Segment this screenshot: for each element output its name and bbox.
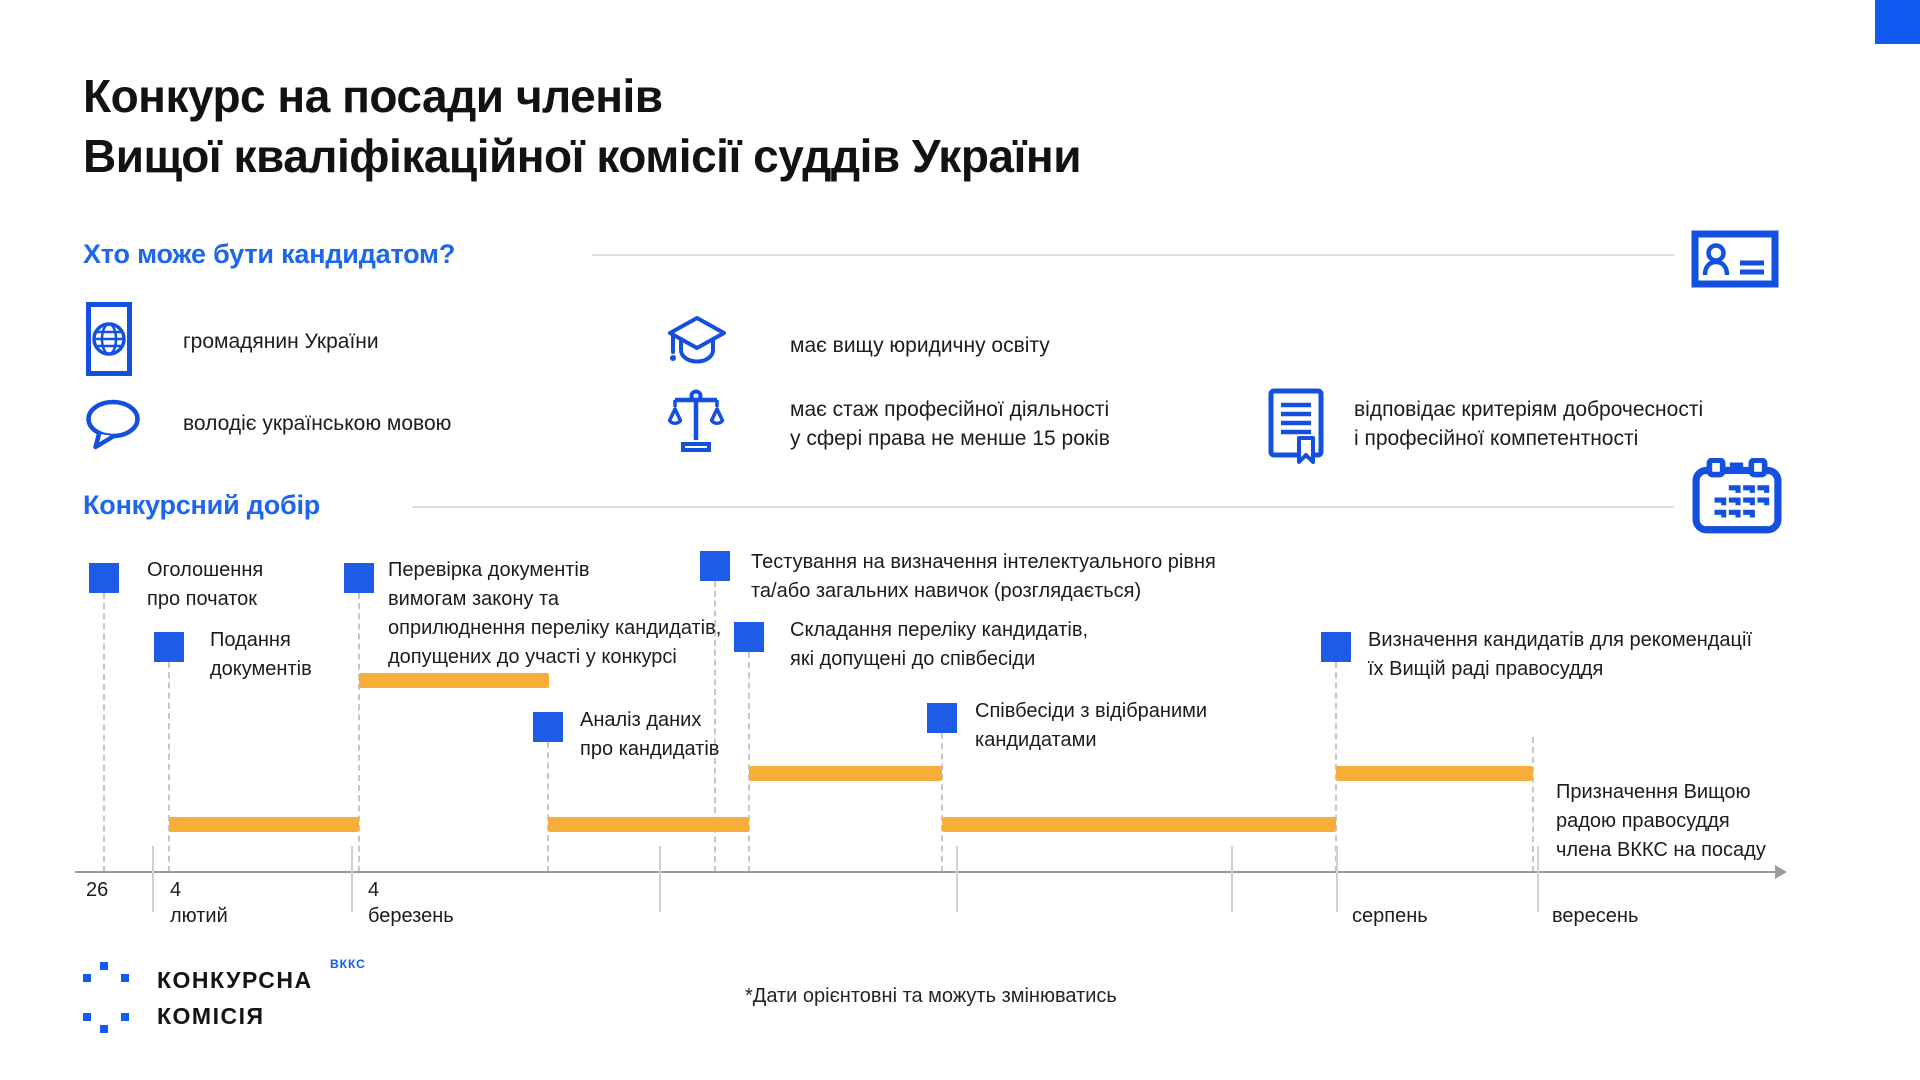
criterion-integrity: відповідає критеріям доброчесності і професійної компетентності — [1354, 398, 1704, 450]
axis-tick — [659, 846, 661, 912]
timeline-axis — [75, 871, 1775, 873]
criterion-education: має вищу юридичну освіту — [790, 334, 1050, 357]
event-label-testing: Тестування на визначення інтелектуального рівня та/або загальних навичок (розглядається) — [751, 551, 1216, 602]
axis-label-26: 26 — [86, 879, 109, 901]
connector-submission — [168, 662, 170, 872]
id-card-icon — [1690, 230, 1780, 288]
milestone-shortlist — [734, 622, 764, 652]
certificate-icon — [1268, 388, 1326, 466]
event-label-submission: Подання документів — [210, 629, 312, 680]
event-label-analysis: Аналіз даних про кандидатів — [580, 709, 720, 760]
event-label-appointment: Призначення Вищою радою правосуддя члена ВККС на посаду — [1556, 781, 1766, 861]
milestone-recommendation — [1321, 632, 1351, 662]
duration-bar-recommendation — [1336, 766, 1533, 781]
duration-bar-interviews — [942, 817, 1336, 832]
page-title-line-2: Вищої кваліфікаційної комісії суддів України — [83, 130, 1081, 182]
axis-tick — [1537, 846, 1539, 912]
connector-interviews — [941, 733, 943, 872]
milestone-announcement — [89, 563, 119, 593]
duration-bar-analysis — [548, 817, 749, 832]
duration-bar-shortlist — [749, 766, 942, 781]
duration-bar-submission — [169, 817, 359, 832]
criterion-experience: має стаж професійної діяльності у сфері права не менше 15 років — [790, 398, 1110, 450]
logo-superscript: ВККС — [330, 957, 366, 971]
connector-appointment — [1532, 737, 1534, 872]
page-title — [83, 66, 1081, 186]
page-title-line-1: Конкурс на посади членів — [83, 70, 663, 122]
axis-label-march: 4 березень — [368, 879, 454, 927]
calendar-icon — [1692, 458, 1782, 534]
event-label-recommendation: Визначення кандидатів для рекомендації їх Вищій раді правосуддя — [1368, 629, 1753, 680]
axis-tick — [1231, 846, 1233, 912]
axis-tick — [152, 846, 154, 912]
criterion-citizen: громадянин України — [183, 330, 379, 353]
duration-bar-verification — [359, 673, 549, 688]
milestone-analysis — [533, 712, 563, 742]
selection-section-heading: Конкурсний добір — [83, 490, 321, 520]
event-label-verification: Перевірка документів вимогам закону та оприлюднення переліку кандидатів, допущених до участі у конкурсі — [388, 559, 722, 668]
milestone-submission — [154, 632, 184, 662]
dates-disclaimer: *Дати орієнтовні та можуть змінюватись — [745, 985, 1117, 1007]
axis-tick — [1336, 846, 1338, 912]
axis-label-september: вересень — [1552, 905, 1639, 927]
milestone-interviews — [927, 703, 957, 733]
axis-tick — [956, 846, 958, 912]
passport-icon — [86, 302, 132, 376]
logo-wordmark: КОНКУРСНА КОМІСІЯ — [157, 967, 313, 1029]
milestone-verification — [344, 563, 374, 593]
timeline-axis-arrow — [1775, 865, 1787, 879]
event-label-shortlist: Складання переліку кандидатів, які допущені до співбесіди — [790, 619, 1088, 670]
connector-analysis — [547, 742, 549, 872]
axis-tick — [351, 846, 353, 912]
candidates-section-heading: Хто може бути кандидатом? — [83, 239, 456, 269]
connector-announcement — [103, 593, 105, 872]
graduation-cap-icon — [666, 314, 728, 378]
scales-icon — [666, 386, 726, 456]
event-label-announcement: Оголошення про початок — [147, 559, 264, 610]
corner-accent-square — [1875, 0, 1920, 44]
selection-section-divider — [412, 506, 1674, 508]
candidates-section-divider — [592, 254, 1674, 256]
speech-bubble-icon — [84, 398, 142, 450]
event-label-interviews: Співбесіди з відібраними кандидатами — [975, 700, 1208, 751]
axis-label-february: 4 лютий — [170, 879, 228, 927]
connector-shortlist — [748, 652, 750, 872]
axis-label-august: серпень — [1352, 905, 1428, 927]
criterion-language: володіє українською мовою — [183, 412, 452, 435]
